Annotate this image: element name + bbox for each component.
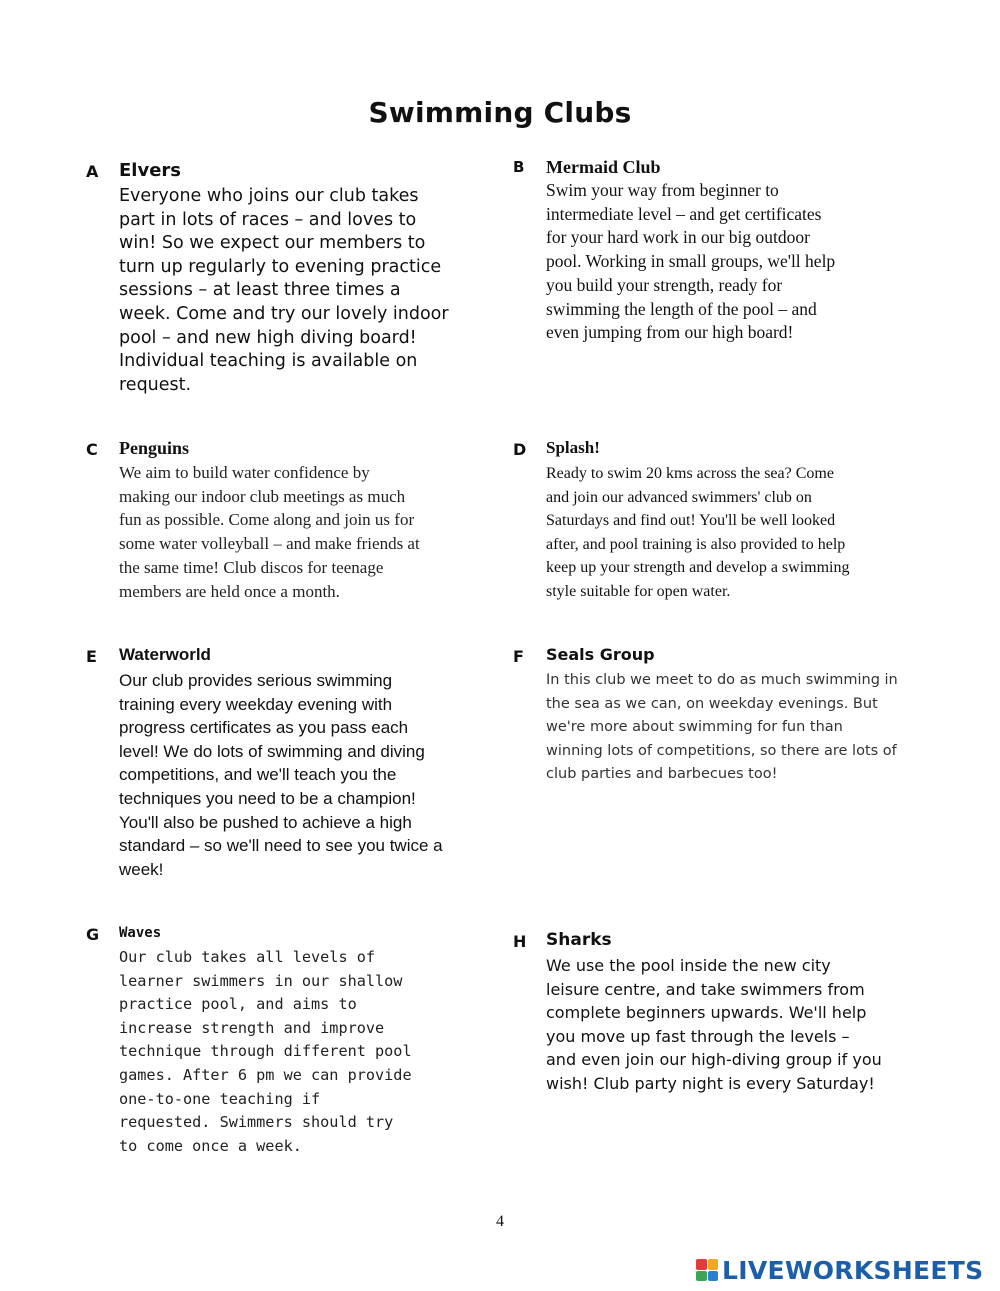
club-name: Sharks <box>546 930 612 950</box>
logo-block-icon <box>708 1271 719 1282</box>
club-name: Penguins <box>119 438 190 458</box>
club-name: Elvers <box>119 160 181 181</box>
club-letter: C <box>86 440 98 459</box>
club-letter: D <box>513 440 527 459</box>
club-description: Our club provides serious swimming training every weekday evening with progress certificates as you pass each level! We do lots of swimming and diving competitions, and we'll teach you the techniques you need to be a champion! You'll also be pushed to achieve a high standard – so we'll need to see you twice a week! <box>119 671 443 879</box>
liveworksheets-logo-icon <box>696 1259 718 1281</box>
club-letter: E <box>86 647 97 666</box>
club-letter: H <box>513 932 527 951</box>
club-name: Waterworld <box>119 645 211 664</box>
club-name: Mermaid Club <box>546 157 661 177</box>
club-description: We use the pool inside the new city leisure centre, and take swimmers from complete beginners upwards. We'll help you move up fast through the levels – and even join our high-diving group if you wish! Club party night is every Saturday! <box>546 956 882 1093</box>
club-name: Splash! <box>546 438 600 457</box>
brand-logo[interactable] <box>696 1256 983 1284</box>
club-name: Waves <box>119 925 162 941</box>
club-letter: A <box>86 162 99 181</box>
logo-block-icon <box>708 1259 719 1270</box>
page-title: Swimming Clubs <box>368 96 632 129</box>
brand-text: LIVEWORKSHEETS <box>722 1255 984 1285</box>
logo-block-icon <box>696 1259 707 1270</box>
club-description: Our club takes all levels of learner swimmers in our shallow practice pool, and aims to increase strength and improve technique through different pool games. After 6 pm we can provide one-to-one teaching if requested. Swimmers should try to come once a week. <box>119 948 412 1155</box>
club-name: Seals Group <box>546 645 655 664</box>
club-letter: F <box>513 647 524 666</box>
club-description: Ready to swim 20 kms across the sea? Come and join our advanced swimmers' club on Saturdays and find out! You'll be well looked after, and pool training is also provided to help keep up your strength and develop a swimming style suitable for open water. <box>546 465 850 600</box>
club-letter: G <box>86 925 100 944</box>
page-number: 4 <box>496 1213 504 1230</box>
logo-block-icon <box>696 1271 707 1282</box>
club-description: Swim your way from beginner to intermediate level – and get certificates for your hard work in our big outdoor pool. Working in small groups, we'll help you build your strength, ready for swimming the length of the pool – and even jumping from our high board! <box>546 180 836 343</box>
club-description: We aim to build water confidence by making our indoor club meetings as much fun as possible. Come along and join us for some water volleyball – and make friends at the same time! Club discos for teenage members are held once a month. <box>119 463 420 601</box>
club-description: Everyone who joins our club takes part in lots of races – and loves to win! So we expect our members to turn up regularly to evening practice sessions – at least three times a week. Come and try our lovely indoor pool – and new high diving board! Individual teaching is available on request. <box>119 186 449 395</box>
club-letter: B <box>513 158 525 176</box>
club-description: In this club we meet to do as much swimming in the sea as we can, on weekday evenings. But we're more about swimming for fun than winning lots of competitions, so there are lots of club parties and barbecues too! <box>546 672 898 783</box>
